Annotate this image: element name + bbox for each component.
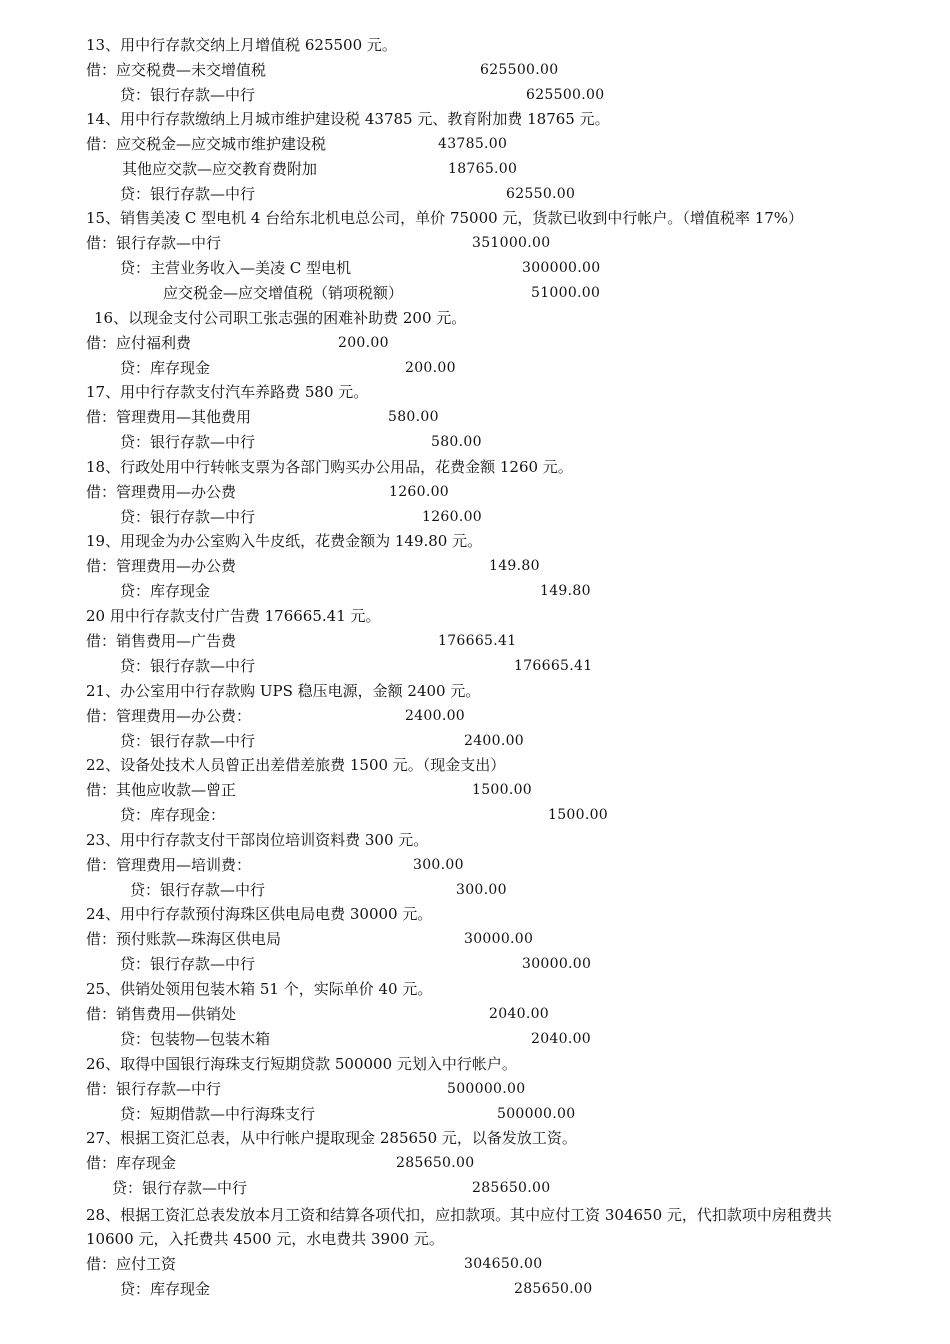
credit-amount: 580.00 [431, 434, 482, 450]
entry-title: 17、用中行存款支付汽车养路费 580 元。 [86, 383, 369, 401]
entry-title: 20 用中行存款支付广告费 176665.41 元。 [86, 607, 381, 625]
credit-line: 贷：主营业务收入—美凌 C 型电机 [120, 259, 352, 277]
entry-title: 26、取得中国银行海珠支行短期贷款 500000 元划入中行帐户。 [86, 1055, 517, 1073]
debit-line: 借：银行存款—中行 [86, 234, 222, 252]
debit-amount: 30000.00 [464, 931, 534, 947]
debit-line: 借：应交税金—应交城市维护建设税 [86, 135, 327, 153]
credit-line: 贷：短期借款—中行海珠支行 [120, 1105, 316, 1123]
entry-title: 28、根据工资汇总表发放本月工资和结算各项代扣，应扣款项。其中应付工资 304650 元，代扣款项中房租费共 10600 元，入托费共 4500 元，水电费共 3900 元。 [86, 1206, 832, 1248]
debit-amount: 43785.00 [438, 136, 508, 152]
debit-line: 借：管理费用—办公费 [86, 483, 237, 501]
debit-line: 借：销售费用—广告费 [86, 632, 237, 650]
credit-amount: 300000.00 [522, 260, 601, 276]
credit-amount: 625500.00 [526, 87, 605, 103]
debit-line: 借：管理费用—办公费： [86, 707, 252, 725]
debit-amount: 2400.00 [405, 708, 465, 724]
credit-line: 贷：包装物—包装木箱 [120, 1030, 271, 1048]
debit-amount: 625500.00 [480, 62, 559, 78]
debit-amount: 304650.00 [464, 1256, 543, 1272]
credit-amount: 1500.00 [548, 807, 608, 823]
debit-line: 借：销售费用—供销处 [86, 1005, 237, 1023]
entry-title: 23、用中行存款支付干部岗位培训资料费 300 元。 [86, 831, 429, 849]
credit-line: 贷：库存现金： [120, 806, 226, 824]
debit-line: 借：管理费用—办公费 [86, 557, 237, 575]
debit-amount-2: 18765.00 [448, 161, 518, 177]
debit-amount: 1260.00 [389, 484, 449, 500]
debit-amount: 2040.00 [489, 1006, 549, 1022]
credit-line: 贷：银行存款—中行 [120, 185, 256, 203]
credit-amount: 2400.00 [464, 733, 524, 749]
debit-line: 借：应付工资 [86, 1255, 177, 1273]
debit-amount: 149.80 [489, 558, 540, 574]
debit-line-2: 其他应交款—应交教育费附加 [122, 160, 318, 178]
credit-line: 贷：银行存款—中行 [120, 657, 256, 675]
credit-line: 贷：银行存款—中行 [120, 86, 256, 104]
debit-line: 借：其他应收款—曾正 [86, 781, 237, 799]
debit-amount: 351000.00 [472, 235, 551, 251]
debit-amount: 1500.00 [472, 782, 532, 798]
debit-amount: 200.00 [338, 335, 389, 351]
debit-amount: 300.00 [413, 857, 464, 873]
credit-line: 贷：银行存款—中行 [112, 1179, 248, 1197]
entry-title: 13、用中行存款交纳上月增值税 625500 元。 [86, 36, 397, 54]
credit-amount: 30000.00 [522, 956, 592, 972]
entry-title: 22、设备处技术人员曾正出差借差旅费 1500 元。（现金支出） [86, 756, 506, 774]
entry-title: 14、用中行存款缴纳上月城市维护建设税 43785 元、教育附加费 18765 元。 [86, 110, 610, 128]
entry-title: 21、办公室用中行存款购 UPS 稳压电源，金额 2400 元。 [86, 682, 481, 700]
credit-line: 贷：银行存款—中行 [120, 732, 256, 750]
entry-title: 16、以现金支付公司职工张志强的困难补助费 200 元。 [94, 309, 467, 327]
credit-line-2: 应交税金—应交增值税（销项税额） [163, 284, 404, 302]
debit-line: 借：应交税费—未交增值税 [86, 61, 267, 79]
entry-title: 19、用现金为办公室购入牛皮纸，花费金额为 149.80 元。 [86, 532, 483, 550]
entry-title: 15、销售美凌 C 型电机 4 台给东北机电总公司，单价 75000 元，货款已收到中行帐户。（增值税率 17%） [86, 209, 804, 227]
credit-amount: 2040.00 [531, 1031, 591, 1047]
credit-line: 贷：银行存款—中行 [120, 433, 256, 451]
debit-line: 借：管理费用—培训费： [86, 856, 252, 874]
credit-line: 贷：库存现金 [120, 1280, 211, 1298]
credit-amount: 62550.00 [506, 186, 576, 202]
debit-line: 借：银行存款—中行 [86, 1080, 222, 1098]
credit-amount-2: 51000.00 [531, 285, 601, 301]
credit-amount: 1260.00 [422, 509, 482, 525]
debit-amount: 580.00 [388, 409, 439, 425]
debit-line: 借：管理费用—其他费用 [86, 408, 252, 426]
debit-amount: 285650.00 [396, 1155, 475, 1171]
credit-amount: 300.00 [456, 882, 507, 898]
entry-title: 18、行政处用中行转帐支票为各部门购买办公用品，花费金额 1260 元。 [86, 458, 573, 476]
credit-amount: 149.80 [540, 583, 591, 599]
entry-title: 24、用中行存款预付海珠区供电局电费 30000 元。 [86, 905, 433, 923]
entry-title: 27、根据工资汇总表，从中行帐户提取现金 285650 元，以备发放工资。 [86, 1129, 577, 1147]
debit-line: 借：预付账款—珠海区供电局 [86, 930, 282, 948]
credit-amount: 285650.00 [514, 1281, 593, 1297]
credit-line: 贷：银行存款—中行 [130, 881, 266, 899]
credit-line: 贷：库存现金 [120, 359, 211, 377]
credit-line: 贷：库存现金 [120, 582, 211, 600]
entry-title: 25、供销处领用包装木箱 51 个，实际单价 40 元。 [86, 980, 433, 998]
credit-amount: 200.00 [405, 360, 456, 376]
credit-amount: 500000.00 [497, 1106, 576, 1122]
credit-line: 贷：银行存款—中行 [120, 955, 256, 973]
debit-amount: 176665.41 [438, 633, 517, 649]
credit-line: 贷：银行存款—中行 [120, 508, 256, 526]
credit-amount: 285650.00 [472, 1180, 551, 1196]
credit-amount: 176665.41 [514, 658, 593, 674]
debit-line: 借：应付福利费 [86, 334, 192, 352]
debit-amount: 500000.00 [447, 1081, 526, 1097]
debit-line: 借：库存现金 [86, 1154, 177, 1172]
